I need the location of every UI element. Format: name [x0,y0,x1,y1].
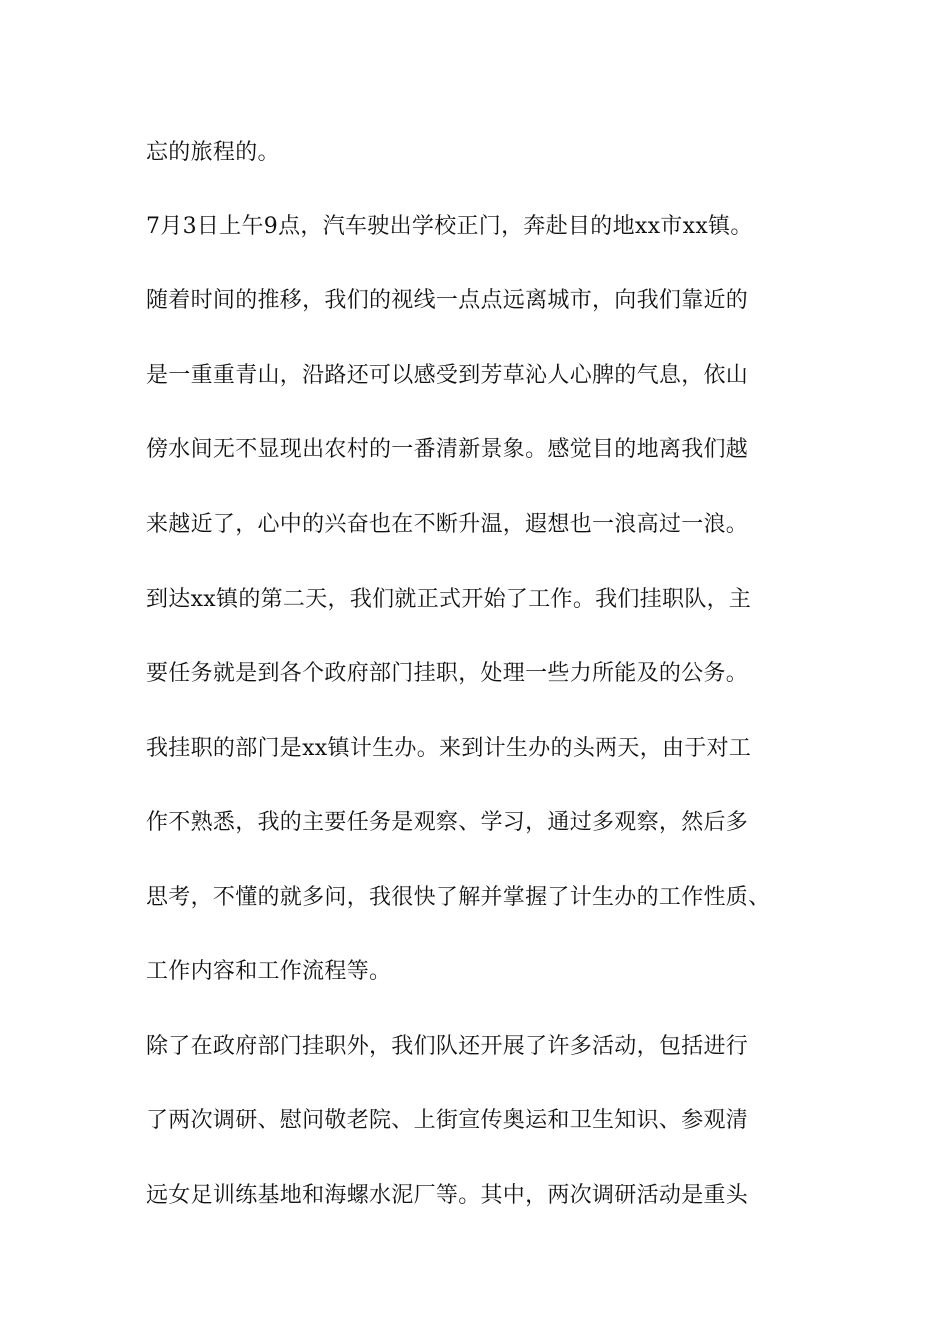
text-line: 忘的旅程的。 [146,140,280,165]
text-line: 了两次调研、慰问敬老院、上街宣传奥运和卫生知识、参观清 [146,1108,749,1133]
text-line: 作不熟悉，我的主要任务是观察、学习，通过多观察，然后多 [146,810,749,835]
text-line: 7月3日上午9点，汽车驶出学校正门，奔赴目的地xx市xx镇。 [146,214,753,239]
text-line: 远女足训练基地和海螺水泥厂等。其中，两次调研活动是重头 [146,1183,749,1208]
text-line: 随着时间的推移，我们的视线一点点远离城市，向我们靠近的 [146,288,749,313]
text-line: 到达xx镇的第二天，我们就正式开始了工作。我们挂职队，主 [146,587,752,612]
text-line: 傍水间无不显现出农村的一番清新景象。感觉目的地离我们越 [146,437,749,462]
text-line: 要任务就是到各个政府部门挂职，处理一些力所能及的公务。 [146,661,749,686]
text-line: 来越近了，心中的兴奋也在不断升温，遐想也一浪高过一浪。 [146,512,749,537]
text-line: 思考，不懂的就多问，我很快了解并掌握了计生办的工作性质、 [146,885,771,910]
text-line: 工作内容和工作流程等。 [146,959,392,984]
text-line: 我挂职的部门是xx镇计生办。来到计生办的头两天，由于对工 [146,736,752,761]
text-line: 除了在政府部门挂职外，我们队还开展了许多活动，包括进行 [146,1034,749,1059]
text-line: 是一重重青山，沿路还可以感受到芳草沁人心脾的气息，依山 [146,363,749,388]
